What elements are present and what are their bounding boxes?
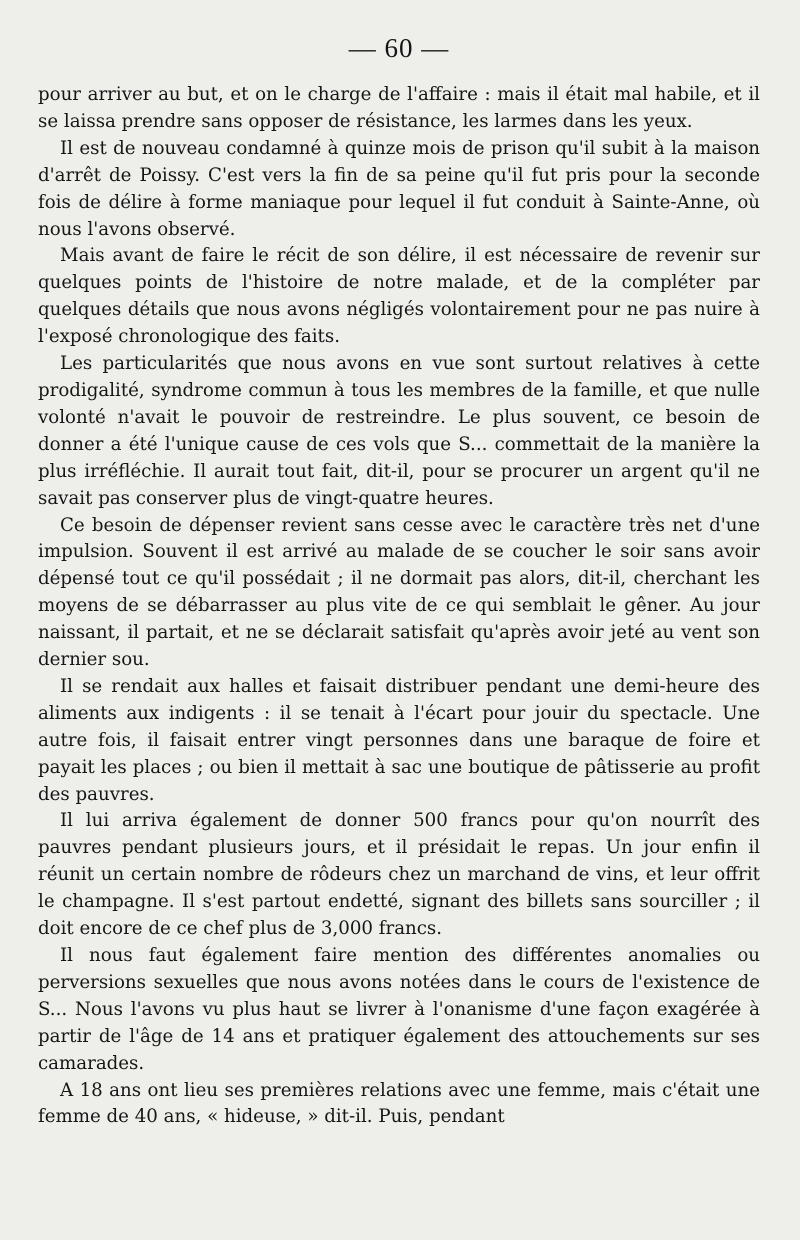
paragraph: Ce besoin de dépenser revient sans cesse avec le caractère très net d'une impulsion. Souvent il est arrivé au malade de se coucher le soir sans avoir dépensé tout ce qu'il possédait ; il ne dormait pas alors, dit-il, cherchant les moyens de se débarrasser au plus vite de ce qui semblait le gêner. Au jour naissant, il partait, et ne se déclarait satisfait qu'après avoir jeté au vent son dernier sou. bbox=[38, 514, 760, 671]
paragraph: Mais avant de faire le récit de son délire, il est nécessaire de revenir sur quelques points de l'histoire de notre malade, et de la compléter par quelques détails que nous avons négligés volontairement pour ne pas nuire à l'exposé chronologique des faits. bbox=[38, 245, 760, 348]
paragraph-continued: pour arriver au but, et on le charge de l'affaire : mais il était mal habile, et il se laissa prendre sans opposer de résistance, les larmes dans les yeux. bbox=[38, 84, 760, 132]
paragraph: Les particularités que nous avons en vue sont surtout relatives à cette prodigalité, syndrome commun à tous les membres de la famille, et que nulle volonté n'avait le pouvoir de restreindre. Le plus souvent, ce besoin de donner a été l'unique cause de ces vols que S... commettait de la manière la plus irréfléchie. Il aurait tout fait, dit-il, pour se procurer un argent qu'il ne savait pas conserver plus de vingt-quatre heures. bbox=[38, 353, 760, 509]
paragraph: Il nous faut également faire mention des différentes anomalies ou perversions sexuelles que nous avons notées dans le cours de l'existence de S... Nous l'avons vu plus haut se livrer à l'onanisme d'une façon exagérée à partir de l'âge de 14 ans et pratiquer également des attouchements sur ses camarades. bbox=[38, 945, 760, 1074]
paragraph: Il se rendait aux halles et faisait distribuer pendant une demi-heure des aliments aux indigents : il se tenait à l'écart pour jouir du spectacle. Une autre fois, il faisait entrer vingt personnes dans une baraque de foire et payait les places ; ou bien il mettait à sac une boutique de pâtisserie au profit des pauvres. bbox=[38, 675, 760, 805]
paragraph: A 18 ans ont lieu ses premières relations avec une femme, mais c'était une femme de 40 ans, « hideuse, » dit-il. Puis, pendant bbox=[38, 1079, 760, 1128]
page-number: — 60 — bbox=[348, 33, 450, 63]
paragraph: Il lui arriva également de donner 500 francs pour qu'on nourrît des pauvres pendant plusieurs jours, et il présidait le repas. Un jour enfin il réunit un certain nombre de rôdeurs chez un marchand de vins, et leur offrit le champagne. Il s'est partout endetté, signant des billets sans sourciller ; il doit encore de ce chef plus de 3,000 francs. bbox=[38, 810, 760, 940]
paragraph: Il est de nouveau condamné à quinze mois de prison qu'il subit à la maison d'arrêt de Poissy. C'est vers la fin de sa peine qu'il fut pris pour la seconde fois de délire à forme maniaque pour lequel il fut conduit à Sainte-Anne, où nous l'avons observé. bbox=[38, 137, 760, 240]
body-text bbox=[38, 82, 760, 1131]
